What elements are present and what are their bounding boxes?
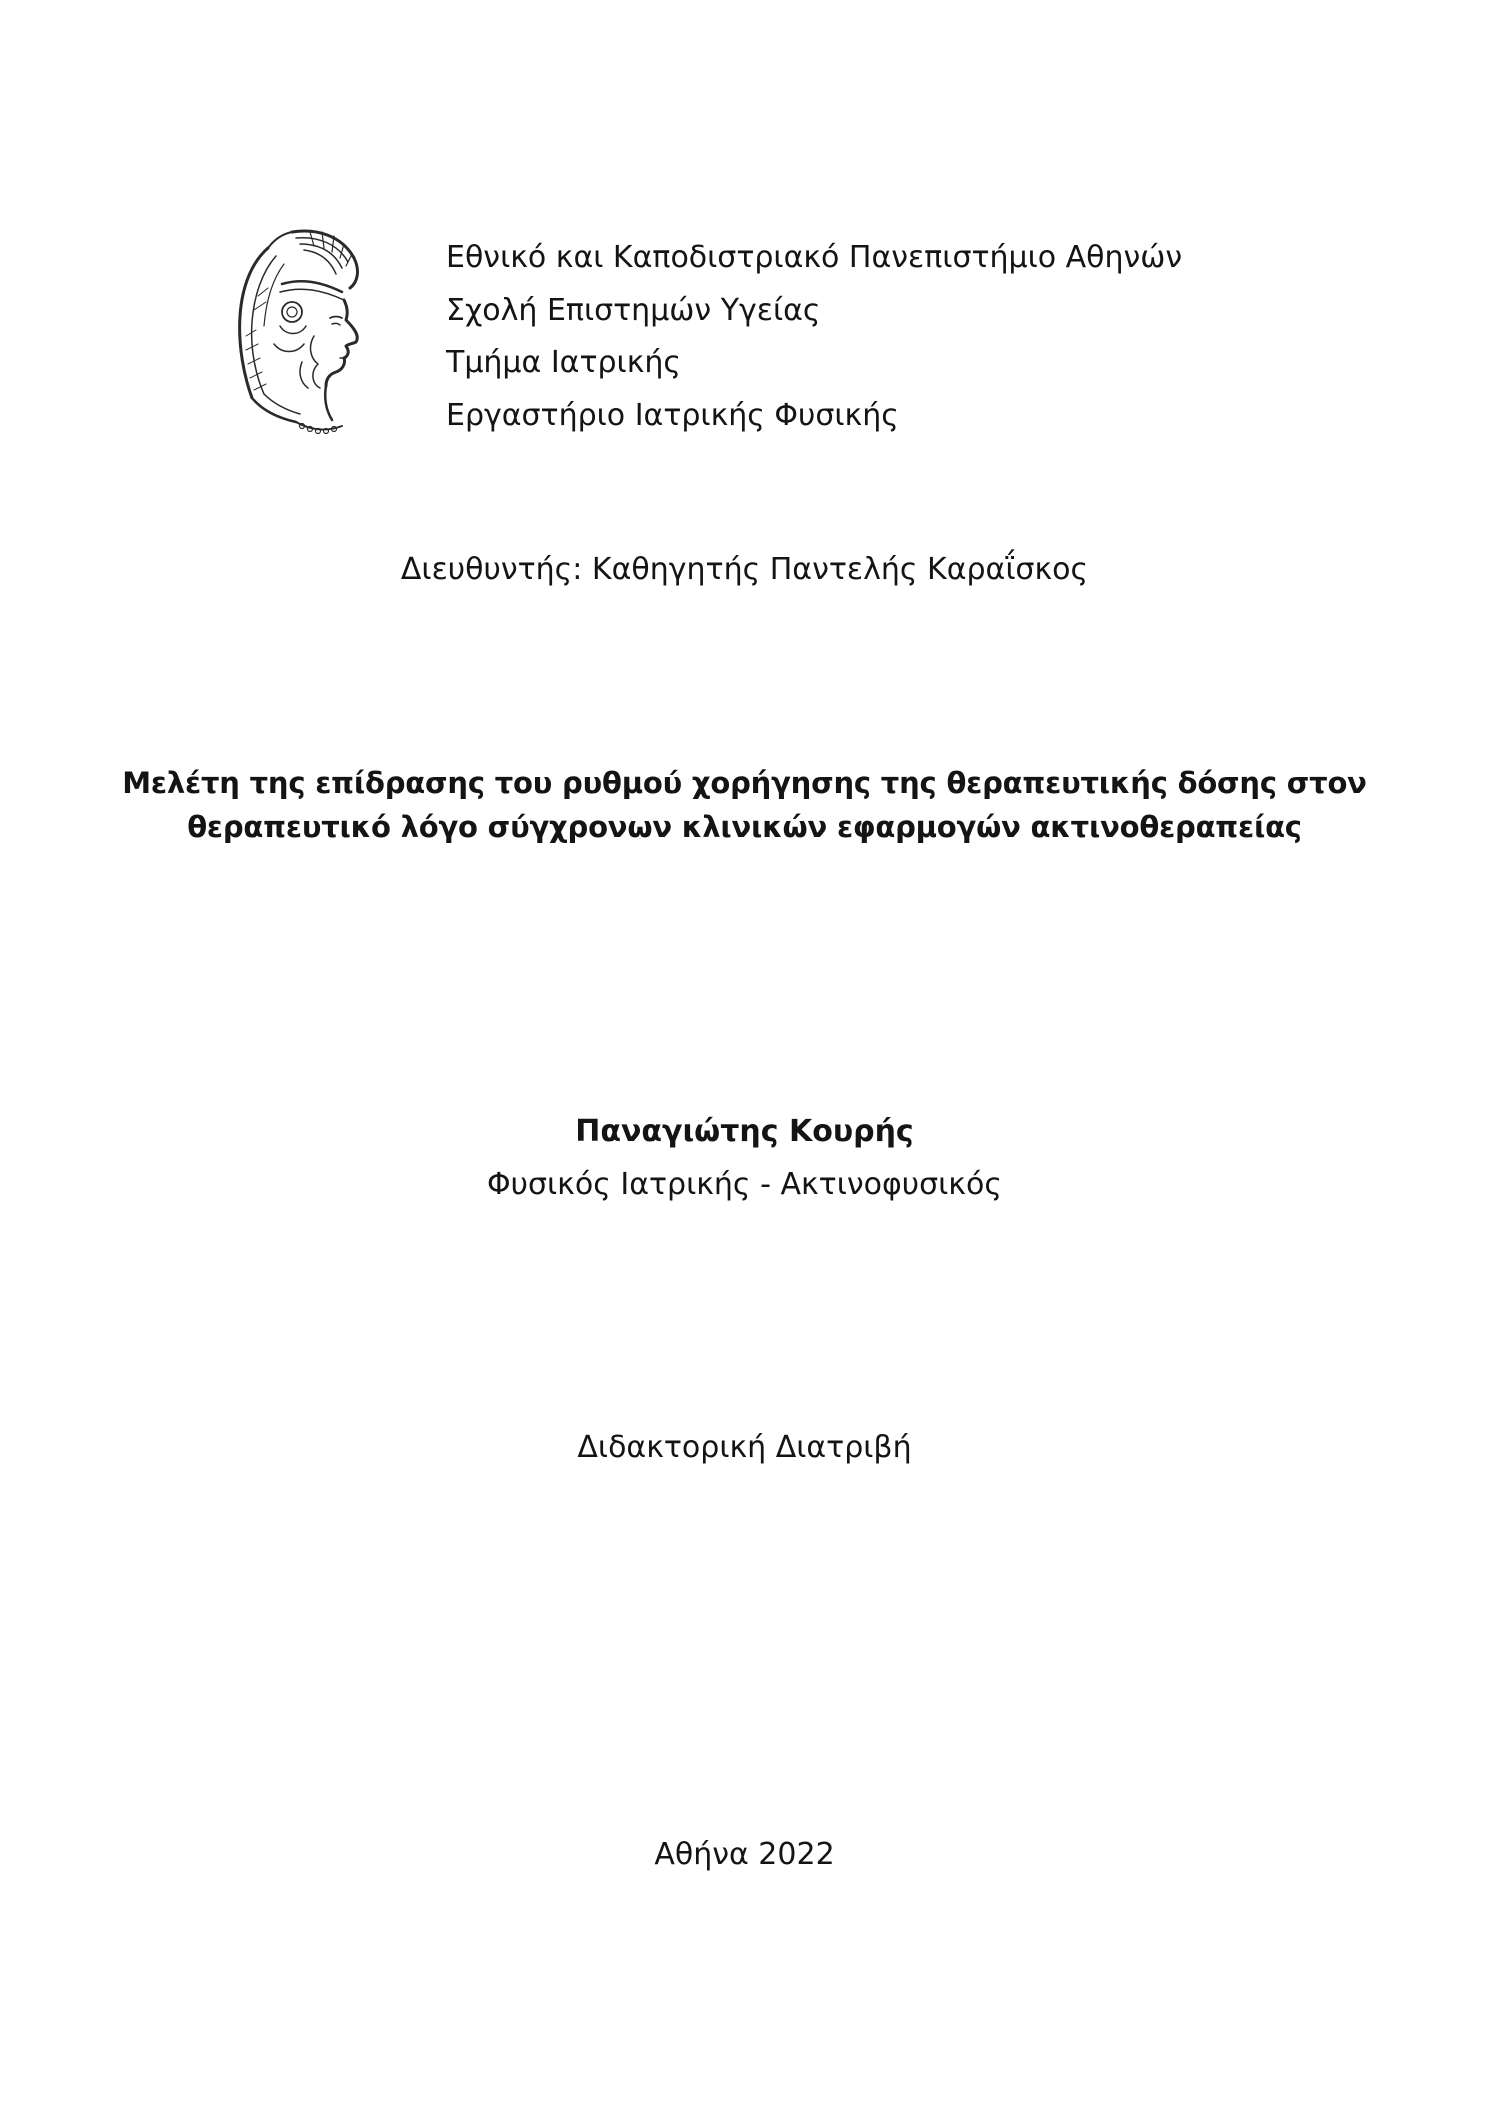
athena-head-emblem-icon	[222, 226, 372, 442]
document-type: Διδακτορική Διατριβή	[577, 1430, 912, 1465]
place-and-year: Αθήνα 2022	[654, 1837, 835, 1872]
school-name: Σχολή Επιστημών Υγείας	[446, 292, 821, 328]
thesis-title-line-1: Μελέτη της επίδρασης του ρυθμού χορήγησης της θεραπευτικής δόσης στον	[122, 766, 1367, 800]
department-name: Τμήμα Ιατρικής	[446, 345, 682, 380]
thesis-title-line-2: θεραπευτικό λόγο σύγχρονων κλινικών εφαρμογών ακτινοθεραπείας	[187, 810, 1302, 844]
institution-block	[446, 232, 1182, 442]
author-role: Φυσικός Ιατρικής - Ακτινοφυσικός	[487, 1167, 1002, 1202]
laboratory-name: Εργαστήριο Ιατρικής Φυσικής	[446, 397, 899, 433]
director-line: Διευθυντής: Καθηγητής Παντελής Καραΐσκος	[400, 552, 1089, 587]
university-name: Εθνικό και Καποδιστριακό Πανεπιστήμιο Αθηνών	[446, 240, 1183, 275]
author-name: Παναγιώτης Κουρής	[575, 1114, 914, 1149]
